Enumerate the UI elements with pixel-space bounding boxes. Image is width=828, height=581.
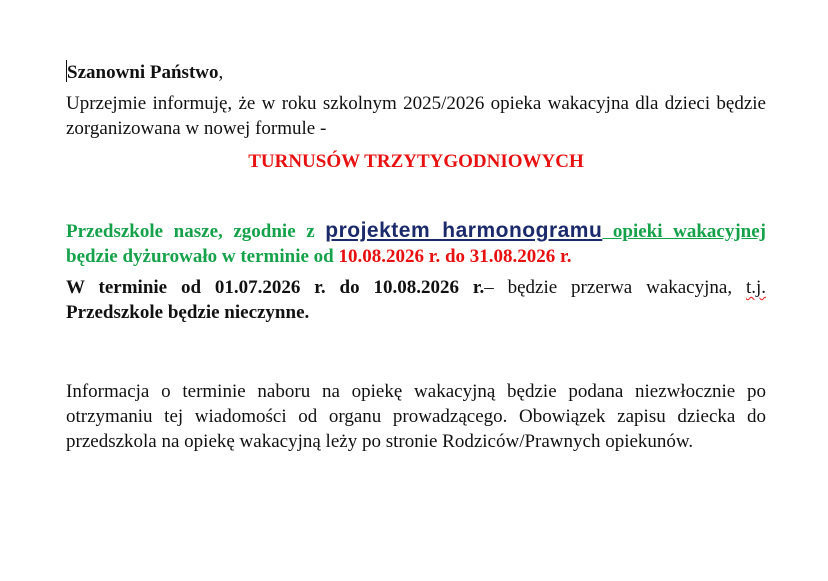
schedule-link-tail: opieki wakacyjnej [602,221,766,242]
headline: TURNUSÓW TRZYTYGODNIOWYCH [248,151,584,172]
intro-paragraph: Uprzejmie informuję, że w roku szkolnym 2025/2026 opieka wakacyjna dla dzieci będzie zorganizowana w nowej formule - [66,93,766,139]
schedule-middle: będzie dyżurowało w terminie od [66,246,339,267]
greeting-line [66,60,766,85]
harmonogram-link[interactable]: projektem harmonogramu [325,219,603,242]
greeting-comma: , [218,62,224,83]
schedule-dates: 10.08.2026 r. do 31.08.2026 r. [338,246,572,267]
schedule-intro: Przedszkole nasze, zgodnie z [66,221,326,242]
break-dates: W terminie od 01.07.2026 r. do 10.08.2026 r. [66,277,485,298]
info-paragraph: Informacja o terminie naboru na opiekę wakacyjną będzie podana niezwłocznie po otrzymaniu tej wiadomości od organu prowadzącego. Obowiązek zapisu dziecka do przedszkola na opiekę wakacyjną leży po stronie Rodziców/Prawnych opiekunów. [66,381,766,452]
break-text: – będzie przerwa wakacyjna, [484,277,746,298]
greeting-text: Szanowni Państwo [67,62,219,83]
document-body [66,60,766,454]
schedule-paragraph [66,218,766,269]
closed-notice: Przedszkole będzie nieczynne. [66,302,310,323]
spellcheck-word: t.j. [745,277,766,298]
break-paragraph [66,275,766,325]
